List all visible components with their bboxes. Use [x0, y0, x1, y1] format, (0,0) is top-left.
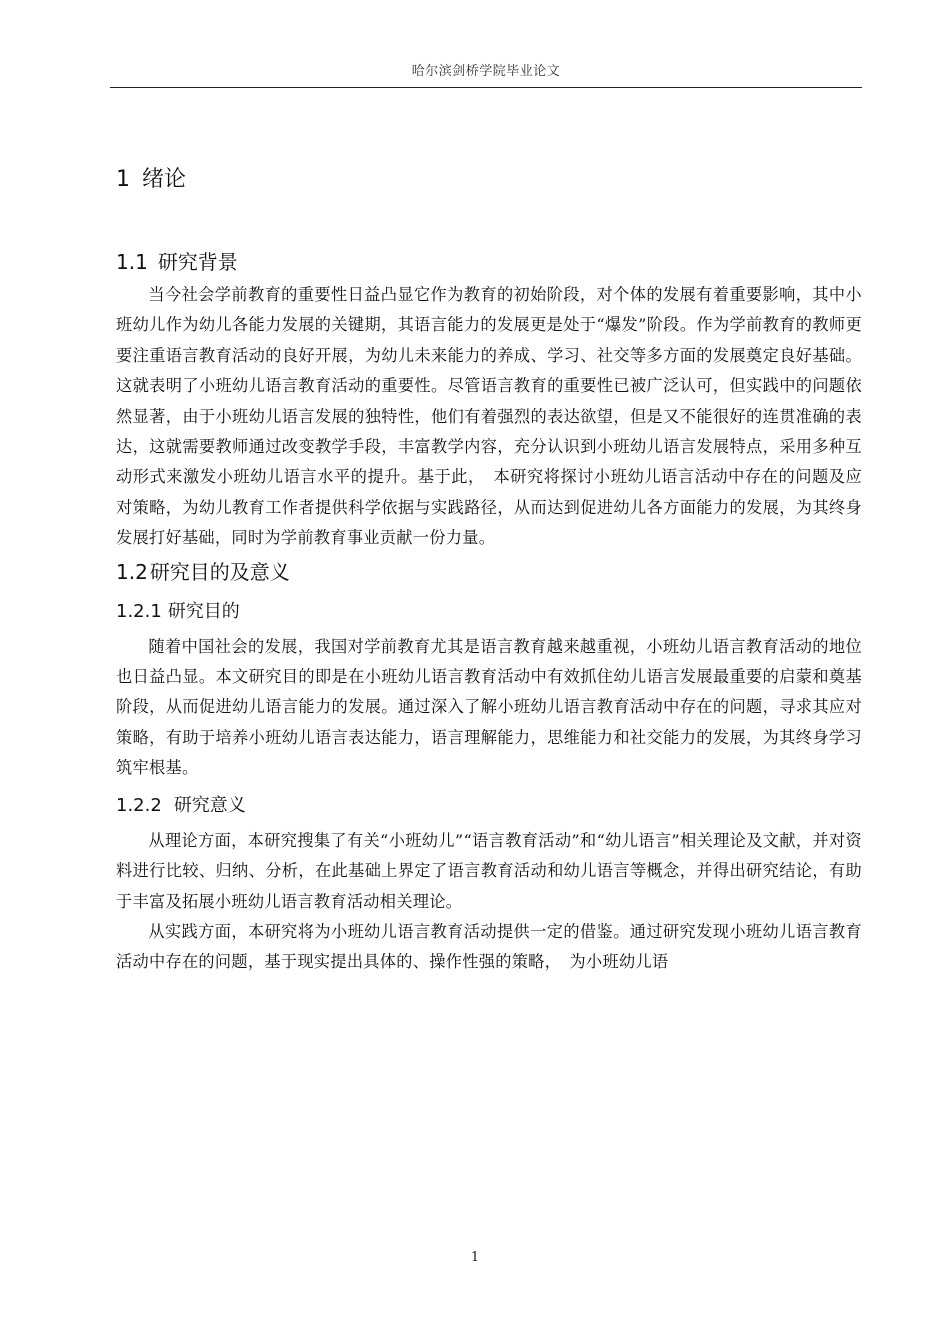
subsection-number: 1.2.2: [116, 794, 162, 816]
section-number: 1.2: [116, 559, 148, 584]
subsection-heading-purpose: [116, 594, 862, 630]
page-content: [116, 160, 862, 978]
paragraph-significance-practice: 从实践方面，本研究将为小班幼儿语言教育活动提供一定的借鉴。通过研究发现小班幼儿语言教育活动中存在的问题，基于现实提出具体的、操作性强的策略， 为小班幼儿语: [116, 921, 862, 972]
page-number: 1: [470, 1250, 480, 1265]
header-rule: [110, 87, 862, 88]
chapter-heading: [116, 160, 862, 200]
subsection-title: 研究意义: [173, 794, 246, 816]
section-title: 研究背景: [157, 250, 238, 274]
paragraph-significance-theory: 从理论方面，本研究搜集了有关“小班幼儿”“语言教育活动”和“幼儿语言”相关理论及文献，并对资料进行比较、归纳、分析，在此基础上界定了语言教育活动和幼儿语言等概念，并得出研究结论，有助于丰富及拓展小班幼儿语言教育活动相关理论。: [116, 830, 862, 911]
subsection-number: 1.2.1: [116, 600, 162, 622]
paragraph-background: 当今社会学前教育的重要性日益凸显它作为教育的初始阶段，对个体的发展有着重要影响，其中小班幼儿作为幼儿各能力发展的关键期，其语言能力的发展更是处于“爆发”阶段。作为学前教育的教师更要注重语言教育活动的良好开展，为幼儿未来能力的养成、学习、社交等多方面的发展奠定良好基础。这就表明了小班幼儿语言教育活动的重要性。尽管语言教育的重要性已被广泛认可，但实践中的问题依然显著，由于小班幼儿语言发展的独特性，他们有着强烈的表达欲望，但是又不能很好的连贯准确的表达，这就需要教师通过改变教学手段，丰富教学内容，充分认识到小班幼儿语言发展特点，采用多种互动形式来激发小班幼儿语言水平的提升。基于此， 本研究将探讨小班幼儿语言活动中存在的问题及应对策略，为幼儿教育工作者提供科学依据与实践路径，从而达到促进幼儿各方面能力的发展，为其终身发展打好基础，同时为学前教育事业贡献一份力量。: [116, 285, 862, 548]
chapter-title: 绪论: [142, 167, 187, 192]
paragraph-purpose: 随着中国社会的发展，我国对学前教育尤其是语言教育越来越重视，小班幼儿语言教育活动的地位也日益凸显。本文研究目的即是在小班幼儿语言教育活动中有效抓住幼儿语言发展最重要的启蒙和奠基阶段，从而促进幼儿语言能力的发展。通过深入了解小班幼儿语言教育活动中存在的问题，寻求其应对策略，有助于培养小班幼儿语言表达能力，语言理解能力，思维能力和社交能力的发展，为其终身学习筑牢根基。: [116, 636, 862, 778]
subsection-heading-significance: [116, 788, 862, 824]
section-heading-background: [116, 244, 862, 280]
section-heading-purpose-significance: [116, 554, 862, 590]
section-title: 研究目的及意义: [149, 559, 290, 584]
section-number: 1.1: [116, 250, 148, 274]
chapter-number: 1: [116, 167, 130, 192]
running-header: 哈尔滨剑桥学院毕业论文: [411, 64, 561, 79]
subsection-title: 研究目的: [167, 600, 240, 622]
